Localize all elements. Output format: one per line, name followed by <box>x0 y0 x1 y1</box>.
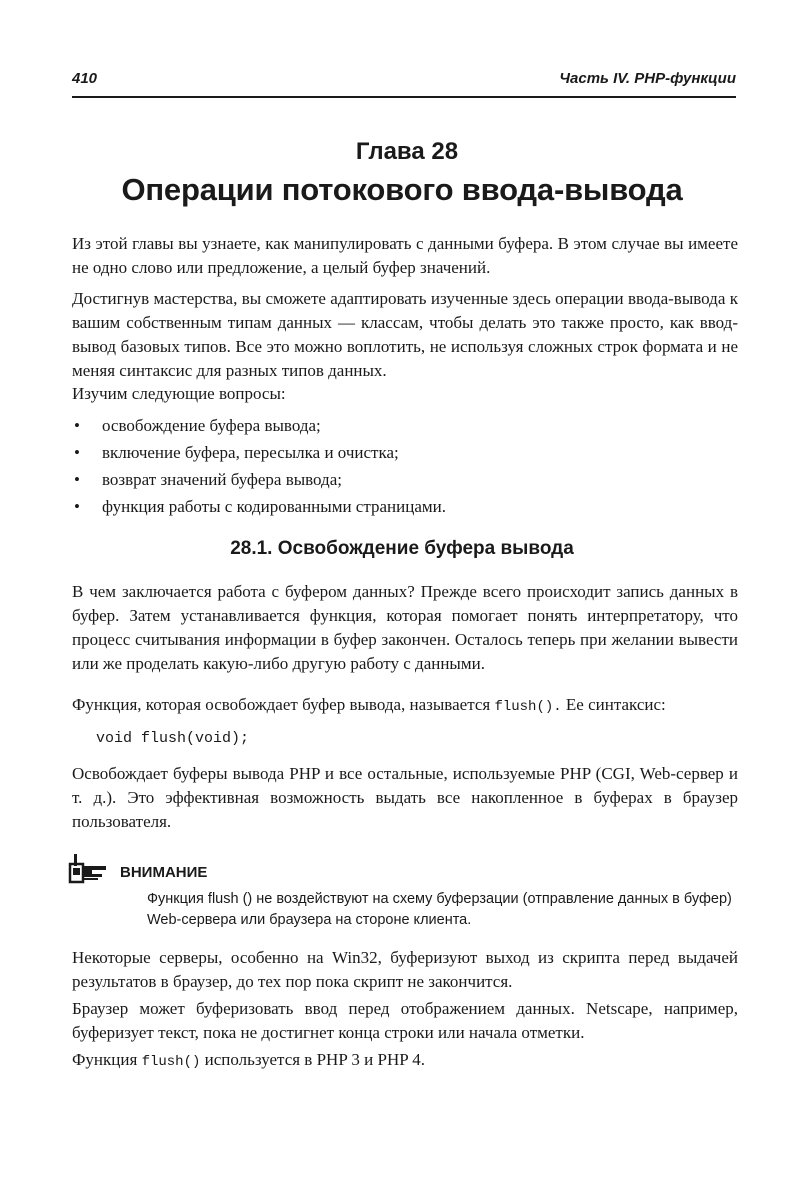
part-title: Часть IV. PHP-функции <box>559 70 736 87</box>
code-sample: void flush(void); <box>96 730 250 747</box>
closing-paragraph-1: Некоторые серверы, особенно на Win32, буферизуют выход из скрипта перед выдачей результатов в браузер, до тех пор пока скрипт не закончится. <box>72 948 738 991</box>
topics-list <box>72 412 732 520</box>
list-item: • освобождение буфера вывода; <box>74 416 321 435</box>
note-label: ВНИМАНИЕ <box>120 864 208 881</box>
mastery-paragraph: Достигнув мастерства, вы сможете адаптировать изученные здесь операции ввода-вывода к вашим собственным типам данных — классам, чтобы делать это также просто, как ввод-вывод базовых типов. Все это можно воплотить, не используя сложных строк формата и не меняя синтаксис для разных типов данных. <box>72 289 738 380</box>
list-item: • функция работы с кодированными страницами. <box>74 497 446 516</box>
note-text: Функция flush () не воздействуют на схему буферзации (отправление данных в буфер) Web-сервера или браузера на стороне клиента. <box>147 891 732 928</box>
inline-code: flush() <box>141 1054 201 1070</box>
intro-paragraph: Из этой главы вы узнаете, как манипулировать с данными буфера. В этом случае вы имеете не одно слово или предложение, а целый буфер значений. <box>72 234 738 277</box>
page-number: 410 <box>72 70 98 87</box>
running-header <box>72 66 736 98</box>
closing-paragraph-2: Браузер может буферизовать ввод перед отображением данных. Netscape, например, буферизует текст, пока не достигнет конца строки или начала отметки. <box>72 999 738 1042</box>
chapter-label: Глава 28 <box>355 138 459 165</box>
closing-paragraph-3: Функция flush() используется в PHP 3 и PHP 4. <box>72 1050 426 1070</box>
pointing-hand-icon <box>68 852 110 884</box>
list-item: • возврат значений буфера вывода; <box>74 470 342 489</box>
section-paragraph-1: В чем заключается работа с буфером данных? Прежде всего происходит запись данных в буфер. Затем устанавливается функция, которая помогает понять интерпретатору, что процесс считывания информации в буфер закончен. Осталось теперь при желании вывести или же проделать какую-либо другую работу с данными. <box>72 582 738 673</box>
topics-lead-in: Изучим следующие вопросы: <box>72 384 286 403</box>
section-paragraph-2: Функция, которая освобождает буфер вывода, называется flush(). Ее синтаксис: <box>72 695 666 715</box>
inline-code: flush(). <box>494 699 562 715</box>
list-item: • включение буфера, пересылка и очистка; <box>74 443 399 462</box>
section-paragraph-3: Освобождает буферы вывода PHP и все остальные, используемые PHP (CGI, Web-сервер и т. д.). Это эффективная возможность выдать все накопленное в буферах в браузер пользователя. <box>72 764 738 831</box>
chapter-title: Операции потокового ввода-вывода <box>121 172 683 207</box>
section-heading: 28.1. Освобождение буфера вывода <box>230 538 574 559</box>
